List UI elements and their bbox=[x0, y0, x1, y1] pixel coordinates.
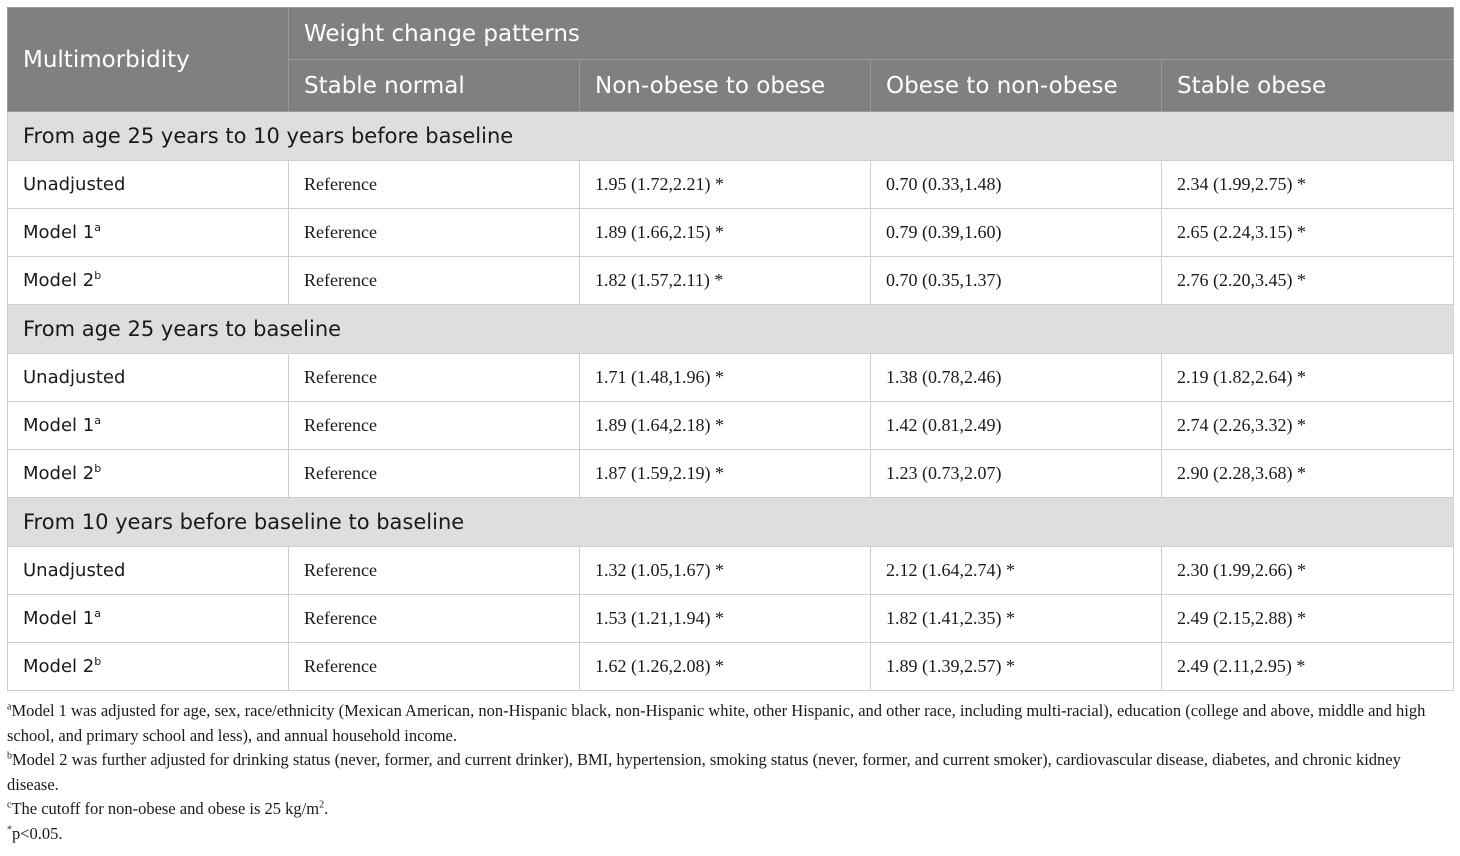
footnote-a: $^a$Model 1 was adjusted for age, sex, race/ethnicity (Mexican American, non-Hispanic black, non-Hispanic white, other Hispanic, and other race, including multi-racial), education (college and above, middle and high school, and primary school and less), and annual household income. bbox=[7, 701, 1426, 745]
table-cell: 1.89 (1.64,2.18) * bbox=[580, 402, 871, 450]
row-label: Model 1$^a$ bbox=[8, 402, 289, 450]
table-cell: 1.38 (0.78,2.46) bbox=[871, 354, 1162, 402]
table-cell: 1.32 (1.05,1.67) * bbox=[580, 547, 871, 595]
table-cell: Reference bbox=[289, 209, 580, 257]
table-cell: 0.70 (0.33,1.48) bbox=[871, 161, 1162, 209]
table-row bbox=[8, 354, 1454, 402]
table-cell: 1.42 (0.81,2.49) bbox=[871, 402, 1162, 450]
table-cell: 1.53 (1.21,1.94) * bbox=[580, 595, 871, 643]
table-cell: 2.12 (1.64,2.74) * bbox=[871, 547, 1162, 595]
row-label: Model 2$^b$ bbox=[8, 257, 289, 305]
table-cell: 2.34 (1.99,2.75) * bbox=[1162, 161, 1454, 209]
table-cell: 2.49 (2.11,2.95) * bbox=[1162, 643, 1454, 691]
table-row bbox=[8, 547, 1454, 595]
table-cell: 2.49 (2.15,2.88) * bbox=[1162, 595, 1454, 643]
table-cell: 2.65 (2.24,3.15) * bbox=[1162, 209, 1454, 257]
section-title: From age 25 years to baseline bbox=[8, 305, 1454, 354]
header-multimorbidity: Multimorbidity bbox=[8, 8, 289, 112]
table-cell: Reference bbox=[289, 643, 580, 691]
table-cell: 1.89 (1.39,2.57) * bbox=[871, 643, 1162, 691]
table-row bbox=[8, 161, 1454, 209]
row-label: Model 1$^a$ bbox=[8, 209, 289, 257]
table-row bbox=[8, 450, 1454, 498]
table-cell: 1.89 (1.66,2.15) * bbox=[580, 209, 871, 257]
footnote-significance: *p<0.05. bbox=[7, 823, 63, 843]
table-cell: 1.87 (1.59,2.19) * bbox=[580, 450, 871, 498]
table-row bbox=[8, 402, 1454, 450]
header-weight-change-patterns: Weight change patterns bbox=[289, 8, 1454, 60]
header-col-stable-obese: Stable obese bbox=[1162, 60, 1454, 112]
table-cell: 1.62 (1.26,2.08) * bbox=[580, 643, 871, 691]
table-row bbox=[8, 209, 1454, 257]
table-cell: Reference bbox=[289, 595, 580, 643]
table-container bbox=[7, 7, 1453, 846]
table-footnotes bbox=[7, 699, 1453, 846]
header-col-stable-normal: Stable normal bbox=[289, 60, 580, 112]
table-cell: 0.79 (0.39,1.60) bbox=[871, 209, 1162, 257]
table-cell: 1.23 (0.73,2.07) bbox=[871, 450, 1162, 498]
table-cell: 1.82 (1.57,2.11) * bbox=[580, 257, 871, 305]
table-row bbox=[8, 595, 1454, 643]
row-label: Model 1$^a$ bbox=[8, 595, 289, 643]
row-label: Model 2$^b$ bbox=[8, 450, 289, 498]
table-cell: Reference bbox=[289, 354, 580, 402]
table-cell: 1.95 (1.72,2.21) * bbox=[580, 161, 871, 209]
table-cell: Reference bbox=[289, 257, 580, 305]
header-row-1 bbox=[8, 8, 1454, 60]
table-row bbox=[8, 643, 1454, 691]
table-cell: 2.30 (1.99,2.66) * bbox=[1162, 547, 1454, 595]
section-title: From age 25 years to 10 years before baseline bbox=[8, 112, 1454, 161]
row-label: Unadjusted bbox=[8, 547, 289, 595]
table-cell: 1.82 (1.41,2.35) * bbox=[871, 595, 1162, 643]
table-cell: 0.70 (0.35,1.37) bbox=[871, 257, 1162, 305]
section-title: From 10 years before baseline to baseline bbox=[8, 498, 1454, 547]
row-label: Unadjusted bbox=[8, 354, 289, 402]
results-table bbox=[7, 7, 1454, 691]
footnote-b: $^b$Model 2 was further adjusted for drinking status (never, former, and current drinker), BMI, hypertension, smoking status (never, former, and current smoker), cardiovascular disease, diabetes, and chronic kidney disease. bbox=[7, 750, 1401, 794]
table-cell: 2.76 (2.20,3.45) * bbox=[1162, 257, 1454, 305]
header-col-non-obese-to-obese: Non-obese to obese bbox=[580, 60, 871, 112]
row-label: Unadjusted bbox=[8, 161, 289, 209]
section-row bbox=[8, 498, 1454, 547]
table-cell: Reference bbox=[289, 161, 580, 209]
table-cell: Reference bbox=[289, 547, 580, 595]
table-cell: Reference bbox=[289, 450, 580, 498]
section-row bbox=[8, 305, 1454, 354]
footnote-c: $^c$The cutoff for non-obese and obese is 25 $kg/m^2$. bbox=[7, 799, 329, 818]
table-cell: 1.71 (1.48,1.96) * bbox=[580, 354, 871, 402]
table-cell: 2.74 (2.26,3.32) * bbox=[1162, 402, 1454, 450]
header-col-obese-to-non-obese: Obese to non-obese bbox=[871, 60, 1162, 112]
table-cell: 2.90 (2.28,3.68) * bbox=[1162, 450, 1454, 498]
row-label: Model 2$^b$ bbox=[8, 643, 289, 691]
section-row bbox=[8, 112, 1454, 161]
table-row bbox=[8, 257, 1454, 305]
table-cell: Reference bbox=[289, 402, 580, 450]
table-cell: 2.19 (1.82,2.64) * bbox=[1162, 354, 1454, 402]
